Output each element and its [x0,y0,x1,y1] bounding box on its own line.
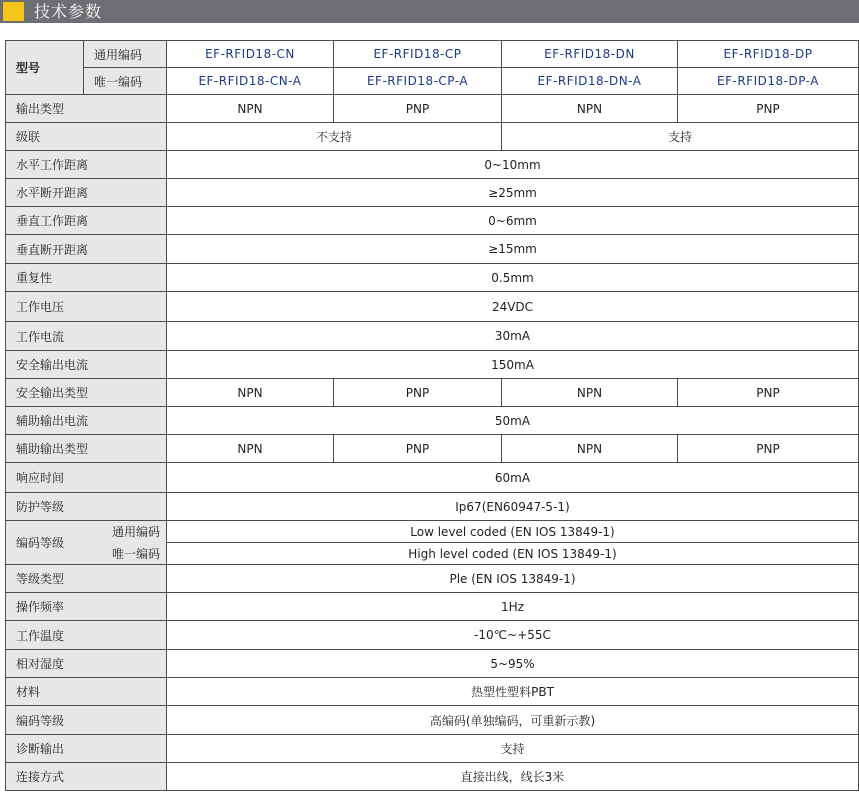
level-type-label: 等级类型 [6,565,167,593]
safety-output-current-value: 150mA [167,351,859,379]
safety-output-current-label: 安全输出电流 [6,351,167,379]
unique-code-label: 唯一编码 [84,68,167,95]
aux-output-type-value: NPN [167,435,334,463]
protection-value: Ip67(EN60947-5-1) [167,493,859,521]
coding-unique-label: 唯一编码 [84,543,167,565]
unique-code-4: EF-RFID18-DP-A [678,68,859,95]
output-type-value: PNP [334,95,502,123]
coding-level2-value: 高编码(单独编码，可重新示教) [167,706,859,735]
table-row [6,264,859,292]
table-row [6,463,859,493]
table-row [6,493,859,521]
coding-unique-value: High level coded (EN IOS 13849-1) [167,543,859,565]
material-label: 材料 [6,678,167,706]
coding-level-label: 编码等级 [6,521,84,565]
h-off-distance-value: ≥25mm [167,179,859,207]
current-label: 工作电流 [6,322,167,351]
output-type-value: NPN [167,95,334,123]
spec-table [5,40,859,791]
humidity-label: 相对湿度 [6,650,167,678]
table-row [6,322,859,351]
table-row [6,292,859,322]
coding-generic-value: Low level coded (EN IOS 13849-1) [167,521,859,543]
generic-code-label: 通用编码 [84,41,167,68]
generic-code-4: EF-RFID18-DP [678,41,859,68]
connection-value: 直接出线，线长3米 [167,763,859,791]
table-row [6,593,859,621]
table-row-model-generic [6,41,859,68]
section-title: 技术参数 [34,2,103,21]
cascade-value: 支持 [502,123,859,151]
h-work-distance-value: 0~10mm [167,151,859,179]
table-row [6,565,859,593]
aux-output-current-label: 辅助输出电流 [6,407,167,435]
aux-output-type-value: NPN [502,435,678,463]
table-row-coding-level-generic [6,521,859,543]
table-row [6,735,859,763]
generic-code-3: EF-RFID18-DN [502,41,678,68]
table-row [6,351,859,379]
material-value: 热塑性塑料PBT [167,678,859,706]
v-work-distance-label: 垂直工作距离 [6,207,167,235]
table-row-aux-output-type [6,435,859,463]
unique-code-3: EF-RFID18-DN-A [502,68,678,95]
output-type-value: PNP [678,95,859,123]
voltage-value: 24VDC [167,292,859,322]
model-label: 型号 [6,41,84,95]
response-time-value: 60mA [167,463,859,493]
cascade-value: 不支持 [167,123,502,151]
table-row [6,621,859,650]
safety-output-type-value: PNP [334,379,502,407]
level-type-value: Ple (EN IOS 13849-1) [167,565,859,593]
temperature-label: 工作温度 [6,621,167,650]
table-row-cascade [6,123,859,151]
table-row-coding-level-unique [6,543,859,565]
safety-output-type-value: PNP [678,379,859,407]
coding-level2-label: 编码等级 [6,706,167,735]
v-off-distance-value: ≥15mm [167,235,859,264]
unique-code-2: EF-RFID18-CP-A [334,68,502,95]
section-header [0,0,859,23]
header-accent-block [3,2,24,21]
aux-output-current-value: 50mA [167,407,859,435]
h-work-distance-label: 水平工作距离 [6,151,167,179]
table-row [6,763,859,791]
table-row-model-unique [6,68,859,95]
aux-output-type-value: PNP [678,435,859,463]
protection-label: 防护等级 [6,493,167,521]
temperature-value: -10℃~+55C [167,621,859,650]
voltage-label: 工作电压 [6,292,167,322]
table-row [6,235,859,264]
unique-code-1: EF-RFID18-CN-A [167,68,334,95]
generic-code-2: EF-RFID18-CP [334,41,502,68]
coding-generic-label: 通用编码 [84,521,167,543]
table-row [6,407,859,435]
repeatability-label: 重复性 [6,264,167,292]
current-value: 30mA [167,322,859,351]
generic-code-1: EF-RFID18-CN [167,41,334,68]
aux-output-type-value: PNP [334,435,502,463]
frequency-value: 1Hz [167,593,859,621]
table-row [6,207,859,235]
aux-output-type-label: 辅助输出类型 [6,435,167,463]
table-row-output-type [6,95,859,123]
response-time-label: 响应时间 [6,463,167,493]
v-off-distance-label: 垂直断开距离 [6,235,167,264]
table-row [6,678,859,706]
humidity-value: 5~95% [167,650,859,678]
connection-label: 连接方式 [6,763,167,791]
table-row [6,650,859,678]
diagnostic-label: 诊断输出 [6,735,167,763]
output-type-label: 输出类型 [6,95,167,123]
h-off-distance-label: 水平断开距离 [6,179,167,207]
output-type-value: NPN [502,95,678,123]
cascade-label: 级联 [6,123,167,151]
frequency-label: 操作频率 [6,593,167,621]
v-work-distance-value: 0~6mm [167,207,859,235]
safety-output-type-label: 安全输出类型 [6,379,167,407]
safety-output-type-value: NPN [502,379,678,407]
safety-output-type-value: NPN [167,379,334,407]
table-row [6,151,859,179]
table-row [6,179,859,207]
table-row [6,706,859,735]
table-row-safety-output-type [6,379,859,407]
diagnostic-value: 支持 [167,735,859,763]
repeatability-value: 0.5mm [167,264,859,292]
